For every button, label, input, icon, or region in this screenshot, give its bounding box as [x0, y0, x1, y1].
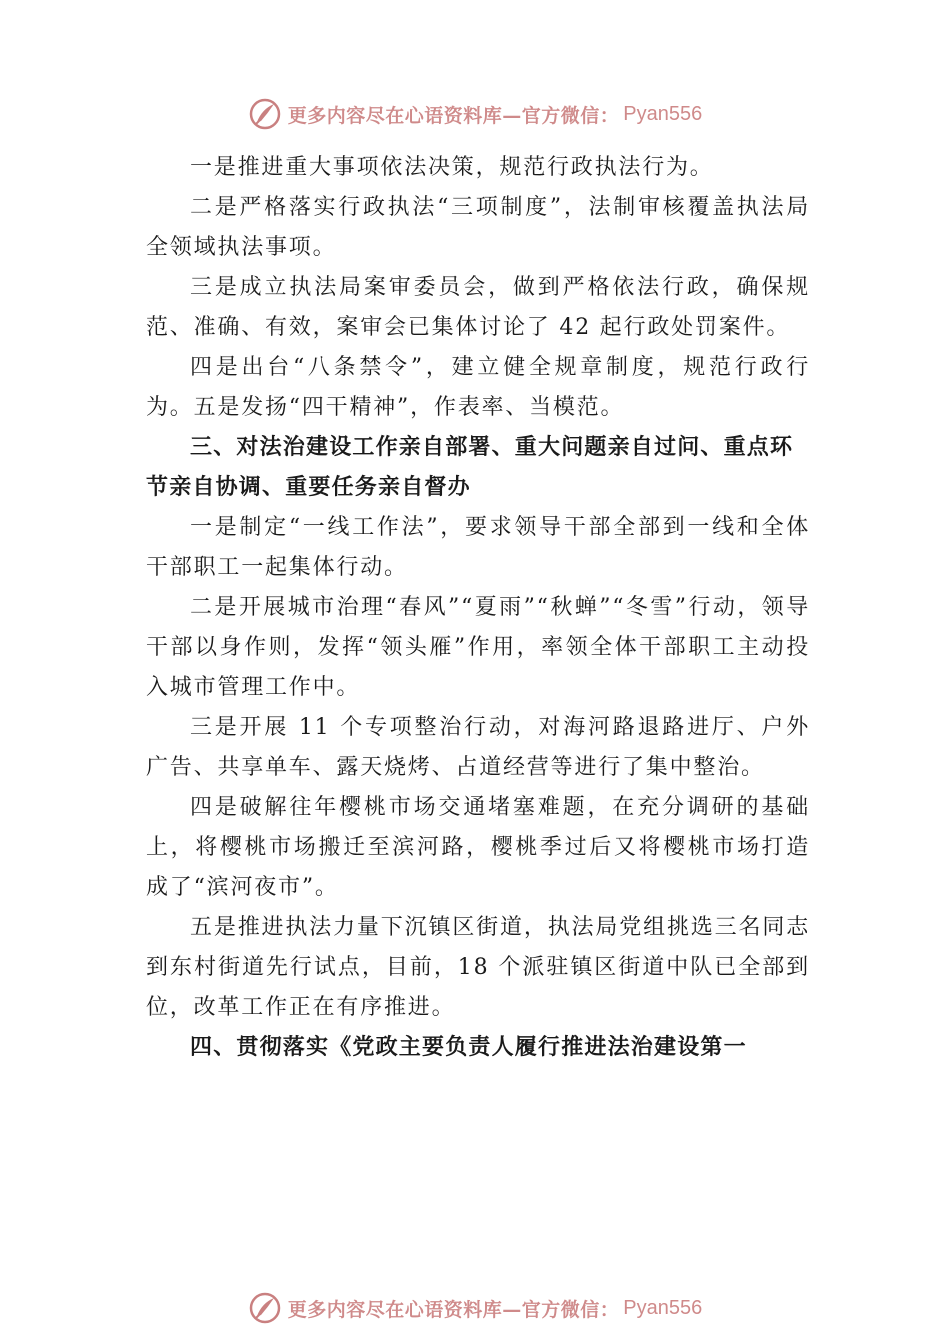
brush-logo-icon: [248, 1291, 282, 1325]
section-heading: 四、贯彻落实《党政主要负责人履行推进法治建设第一: [190, 1035, 747, 1060]
header-watermark: [0, 92, 950, 136]
brush-logo-icon: [248, 97, 282, 131]
paragraph: 一是推进重大事项依法决策，规范行政执法行为。: [190, 155, 714, 180]
watermark-wechat-id: Pyan556: [623, 1296, 703, 1319]
paragraph: 三是成立执法局案审委员会，做到严格依法行政，确保规范、准确、有效，案审会已集体讨论了 42 起行政处罚案件。: [146, 275, 810, 340]
watermark-text: 更多内容尽在心语资料库—官方微信：: [287, 1298, 620, 1321]
watermark-wechat-id: Pyan556: [623, 102, 703, 125]
paragraph: 三是开展 11 个专项整治行动，对海河路退路进厅、户外广告、共享单车、露天烧烤、占道经营等进行了集中整治。: [146, 715, 810, 780]
paragraph: 五是推进执法力量下沉镇区街道，执法局党组挑选三名同志到东村街道先行试点，目前，18 个派驻镇区街道中队已全部到位，改革工作正在有序推进。: [146, 915, 810, 1020]
paragraph: 四是出台“八条禁令”，建立健全规章制度，规范行政行为。五是发扬“四干精神”，作表率、当模范。: [146, 355, 810, 420]
document-body: [146, 148, 810, 1068]
section-heading: 三、对法治建设工作亲自部署、重大问题亲自过问、重点环节亲自协调、重要任务亲自督办: [146, 435, 794, 500]
paragraph: 一是制定“一线工作法”，要求领导干部全部到一线和全体干部职工一起集体行动。: [146, 515, 810, 580]
footer-watermark: [0, 1286, 950, 1330]
watermark-text: 更多内容尽在心语资料库—官方微信：: [287, 104, 620, 127]
paragraph: 二是开展城市治理“春风”“夏雨”“秋蝉”“冬雪”行动，领导干部以身作则，发挥“领头雁”作用，率领全体干部职工主动投入城市管理工作中。: [146, 595, 810, 700]
paragraph: 二是严格落实行政执法“三项制度”，法制审核覆盖执法局全领域执法事项。: [146, 195, 810, 260]
paragraph: 四是破解往年樱桃市场交通堵塞难题，在充分调研的基础上，将樱桃市场搬迁至滨河路，樱桃季过后又将樱桃市场打造成了“滨河夜市”。: [146, 795, 810, 900]
